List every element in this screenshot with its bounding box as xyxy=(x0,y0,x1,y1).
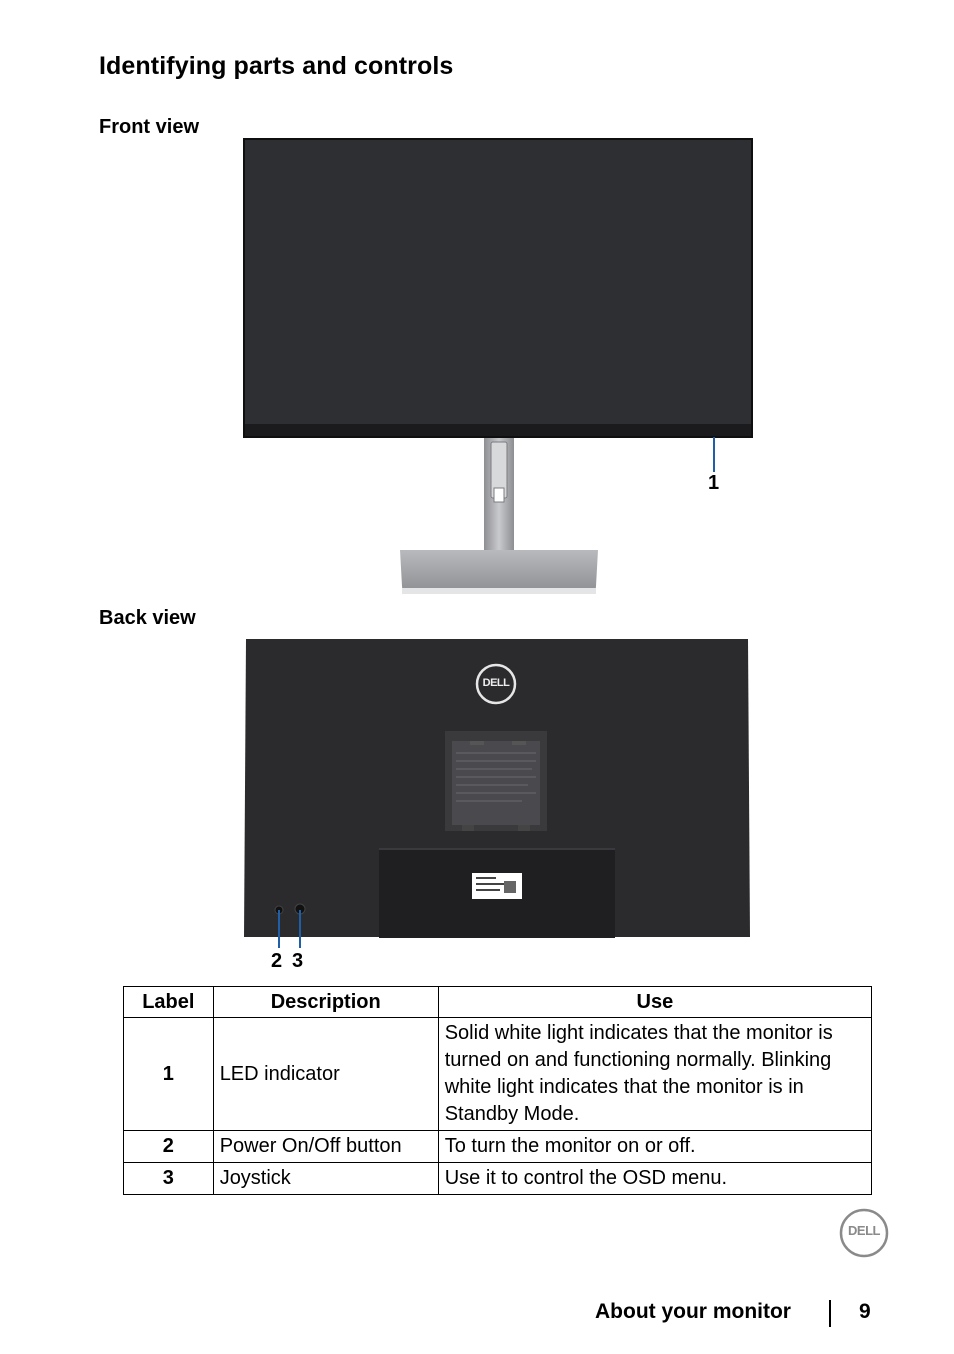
callout-line-1 xyxy=(713,437,715,472)
row-description: LED indicator xyxy=(213,1018,438,1131)
footer-divider xyxy=(829,1300,831,1327)
footer-section-title: About your monitor xyxy=(595,1300,791,1323)
table-row xyxy=(124,1018,872,1131)
back-view-heading: Back view xyxy=(99,607,196,629)
row-description: Power On/Off button xyxy=(213,1131,438,1163)
callout-line-3 xyxy=(299,910,301,948)
row-label: 1 xyxy=(124,1018,214,1131)
dell-logo-footer: DELL xyxy=(848,1223,880,1238)
parts-table xyxy=(123,986,872,1195)
row-label: 3 xyxy=(124,1163,214,1195)
monitor-front-image xyxy=(240,136,760,601)
row-use: Use it to control the OSD menu. xyxy=(438,1163,871,1195)
page-number: 9 xyxy=(859,1300,871,1323)
callout-line-2 xyxy=(278,910,280,948)
front-view-heading: Front view xyxy=(99,116,200,138)
row-use: Solid white light indicates that the monitor is turned on and functioning normally. Blinking white light indicates that the monitor is in Standby Mode. xyxy=(438,1018,871,1131)
header-description: Description xyxy=(213,987,438,1018)
row-use: To turn the monitor on or off. xyxy=(438,1131,871,1163)
header-use: Use xyxy=(438,987,871,1018)
table-row xyxy=(124,1131,872,1163)
header-label: Label xyxy=(124,987,214,1018)
callout-label-3: 3 xyxy=(292,950,304,972)
dell-logo-back: DELL xyxy=(482,677,510,689)
table-header-row xyxy=(124,987,872,1018)
table-row xyxy=(124,1163,872,1195)
row-label: 2 xyxy=(124,1131,214,1163)
callout-label-2: 2 xyxy=(271,950,283,972)
page-title: Identifying parts and controls xyxy=(99,52,454,80)
callout-label-1: 1 xyxy=(708,472,720,494)
row-description: Joystick xyxy=(213,1163,438,1195)
